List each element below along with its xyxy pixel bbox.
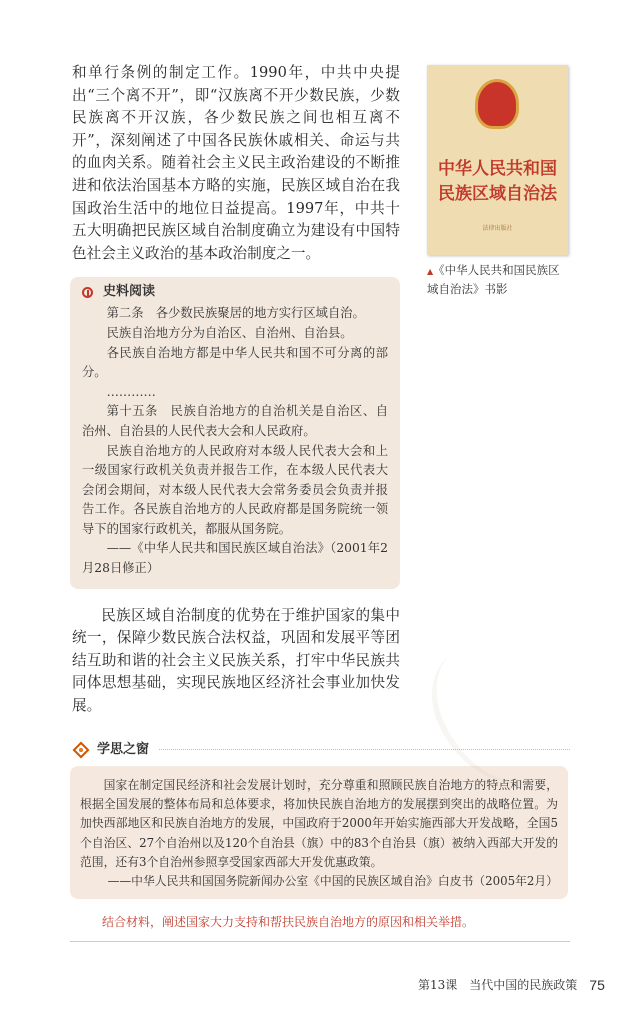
page-footer bbox=[418, 976, 634, 994]
figure-caption bbox=[427, 262, 570, 297]
book-cover-image bbox=[427, 65, 568, 255]
think-window-box bbox=[70, 766, 568, 900]
right-column bbox=[427, 62, 570, 297]
book-title-line: 中华人民共和国 bbox=[438, 159, 557, 179]
source-line: 第十五条 民族自治地方的自治机关是自治区、自治州、自治县的人民代表大会和人民政府。 bbox=[82, 404, 388, 438]
paragraph-text: 民族区域自治制度的优势在于维护国家的集中统一，保障少数民族合法权益，巩固和发展平等团结互助和谐的社会主义民族关系，打牢中华民族共同体思想基础，实现民族地区经济社会事业加快发展。 bbox=[72, 606, 400, 715]
source-reading-icon bbox=[82, 287, 93, 298]
think-window-header bbox=[72, 740, 570, 760]
paragraph-text: 和单行条例的制定工作。1990年，中共中央提出“三个离不开”，即“汉族离不开少数民族，少数民族离不开汉族，各少数民族之间也相互离不开”，深刻阐述了中国各民族休戚相关、命运与共的血肉关系。随着社会主义民主政治建设的不断推进和依法治国基本方略的实施，民族区域自治在我国政治生活中的地位日益提高。1997年，中共十五大明确把民族区域自治制度确立为建设有中国特色社会主义政治的基本政治制度之一。 bbox=[72, 64, 400, 262]
source-citation: ——《中华人民共和国民族区域自治法》（2001年2月28日修正） bbox=[82, 541, 388, 576]
book-publisher: 法律出版社 bbox=[482, 225, 513, 232]
top-section bbox=[70, 62, 570, 718]
book-title-line: 民族区域自治法 bbox=[438, 184, 557, 204]
source-ellipsis: ………… bbox=[106, 384, 156, 399]
source-line: 民族自治地方的人民政府对本级人民代表大会和上一级国家行政机关负责并报告工作，在本级人民代表大会闭会期间，对本级人民代表大会常务委员会负责并报告工作。各民族自治地方的人民政府都是国务院统一领导下的国家行政机关，都服从国务院。 bbox=[82, 443, 388, 536]
page-number: 75 bbox=[589, 977, 605, 994]
source-reading-box bbox=[70, 277, 400, 588]
dotted-divider bbox=[159, 749, 570, 750]
source-line: 民族自治地方分为自治区、自治州、自治县。 bbox=[106, 325, 353, 340]
divider bbox=[70, 941, 570, 942]
body-paragraph-1 bbox=[70, 62, 400, 265]
triangle-icon: ▲ bbox=[427, 267, 434, 276]
national-emblem-icon bbox=[475, 79, 519, 129]
diamond-icon bbox=[73, 741, 90, 758]
think-window-title: 学思之窗 bbox=[97, 741, 150, 757]
think-window-citation: ——中华人民共和国国务院新闻办公室《中国的民族区域自治》白皮书（2005年2月） bbox=[107, 874, 558, 889]
think-window-text: 国家在制定国民经济和社会发展计划时，充分尊重和照顾民族自治地方的特点和需要，根据全国发展的整体布局和总体要求，将加快民族自治地方的发展摆到突出的战略位置。为加快西部地区和民族自治地方的发展，中国政府于2000年开始实施西部大开发战略，全国5个自治区、27个自治州以及120个自治县（旗）中的83个自治县（旗）被纳入西部大开发的范围，还有3个自治州参照享受国家西部大开发优惠政策。 bbox=[80, 777, 558, 869]
source-reading-title: 史料阅读 bbox=[103, 284, 156, 300]
body-paragraph-2 bbox=[70, 605, 400, 718]
source-line: 各民族自治地方都是中华人民共和国不可分离的部分。 bbox=[82, 345, 388, 380]
think-window-task: 结合材料，阐述国家大力支持和帮扶民族自治地方的原因和相关举措。 bbox=[102, 915, 475, 930]
source-line: 第二条 各少数民族聚居的地方实行区域自治。 bbox=[106, 306, 365, 321]
left-column bbox=[70, 62, 400, 718]
lesson-title: 第13课 当代中国的民族政策 bbox=[418, 978, 578, 993]
caption-text: 《中华人民共和国民族区域自治法》书影 bbox=[427, 263, 560, 296]
